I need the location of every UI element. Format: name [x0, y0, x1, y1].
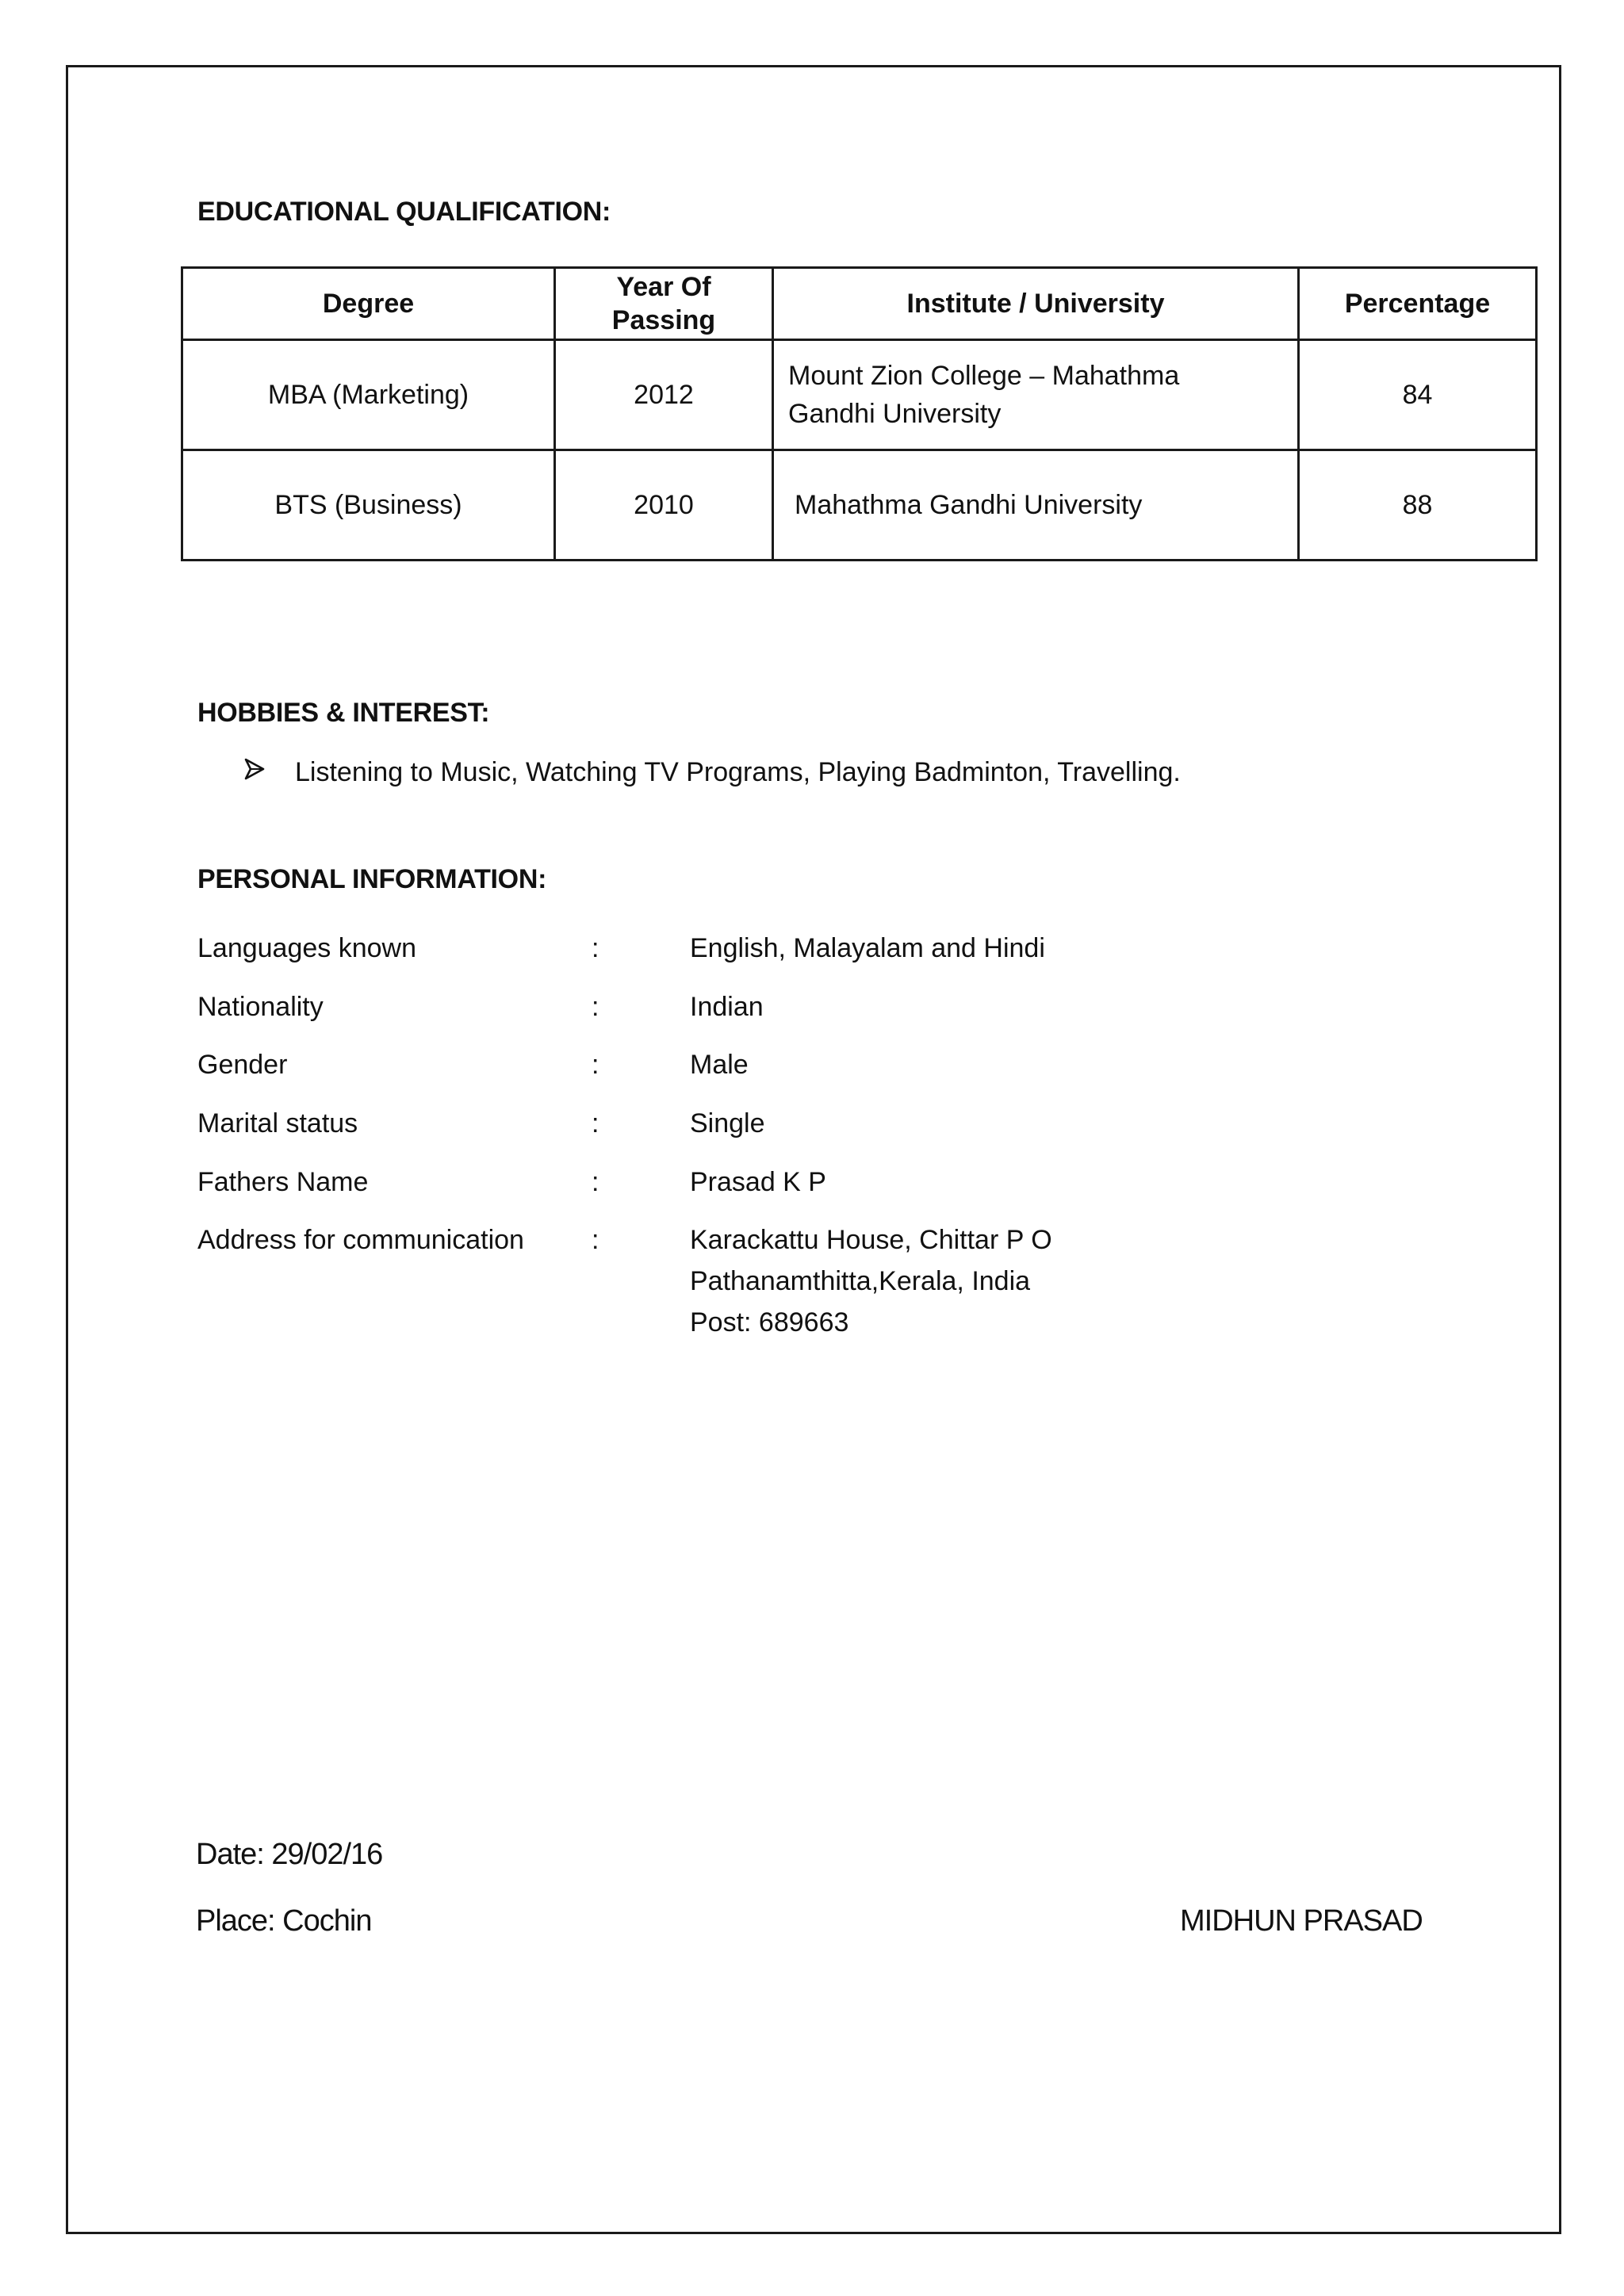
info-label: Address for communication	[197, 1225, 524, 1255]
education-table	[181, 266, 1538, 561]
column-header-percentage: Percentage	[1299, 268, 1537, 340]
institute-cell: Mahathma Gandhi University	[773, 450, 1299, 561]
signature-name: MIDHUN PRASAD	[1180, 1904, 1423, 1938]
info-value: Male	[690, 1050, 749, 1080]
info-row-address	[197, 1225, 1466, 1352]
info-row-fathers-name	[197, 1167, 1466, 1202]
info-separator: :	[592, 933, 599, 963]
info-label: Languages known	[197, 933, 417, 963]
percentage-cell: 84	[1299, 340, 1537, 450]
address-value	[690, 1225, 1052, 1349]
address-line: Pathanamthitta,Kerala, India	[690, 1266, 1031, 1296]
degree-cell: MBA (Marketing)	[182, 340, 555, 450]
info-label: Nationality	[197, 992, 324, 1022]
column-header-degree: Degree	[182, 268, 555, 340]
info-separator: :	[592, 1225, 599, 1255]
info-separator: :	[592, 992, 599, 1022]
column-header-institute: Institute / University	[773, 268, 1299, 340]
info-value: Prasad K P	[690, 1167, 826, 1197]
arrow-bullet-icon	[244, 757, 265, 787]
column-header-year: Year Of Passing	[555, 268, 773, 340]
info-value: Indian	[690, 992, 764, 1022]
personal-heading: PERSONAL INFORMATION:	[197, 864, 547, 894]
info-value: English, Malayalam and Hindi	[690, 933, 1045, 963]
info-separator: :	[592, 1108, 599, 1138]
info-label: Fathers Name	[197, 1167, 369, 1197]
info-value: Single	[690, 1108, 765, 1138]
year-cell: 2010	[555, 450, 773, 561]
hobbies-text: Listening to Music, Watching TV Programs, Playing Badminton, Travelling.	[295, 757, 1181, 787]
date-text: Date: 29/02/16	[196, 1838, 383, 1871]
info-label: Marital status	[197, 1108, 358, 1138]
year-cell: 2012	[555, 340, 773, 450]
education-heading: EDUCATIONAL QUALIFICATION:	[197, 197, 611, 227]
info-label: Gender	[197, 1050, 288, 1080]
table-row	[182, 450, 1537, 561]
info-row-gender	[197, 1050, 1466, 1085]
info-row-marital-status	[197, 1108, 1466, 1143]
address-line: Karackattu House, Chittar P O	[690, 1225, 1052, 1255]
percentage-cell: 88	[1299, 450, 1537, 561]
info-row-languages	[197, 933, 1466, 968]
info-row-nationality	[197, 992, 1466, 1027]
address-line: Post: 689663	[690, 1307, 849, 1337]
degree-cell: BTS (Business)	[182, 450, 555, 561]
place-text: Place: Cochin	[196, 1904, 372, 1938]
table-header-row	[182, 268, 1537, 340]
info-separator: :	[592, 1167, 599, 1197]
hobbies-heading: HOBBIES & INTEREST:	[197, 698, 490, 728]
info-separator: :	[592, 1050, 599, 1080]
institute-cell: Mount Zion College – Mahathma Gandhi University	[773, 340, 1299, 450]
table-row	[182, 340, 1537, 450]
